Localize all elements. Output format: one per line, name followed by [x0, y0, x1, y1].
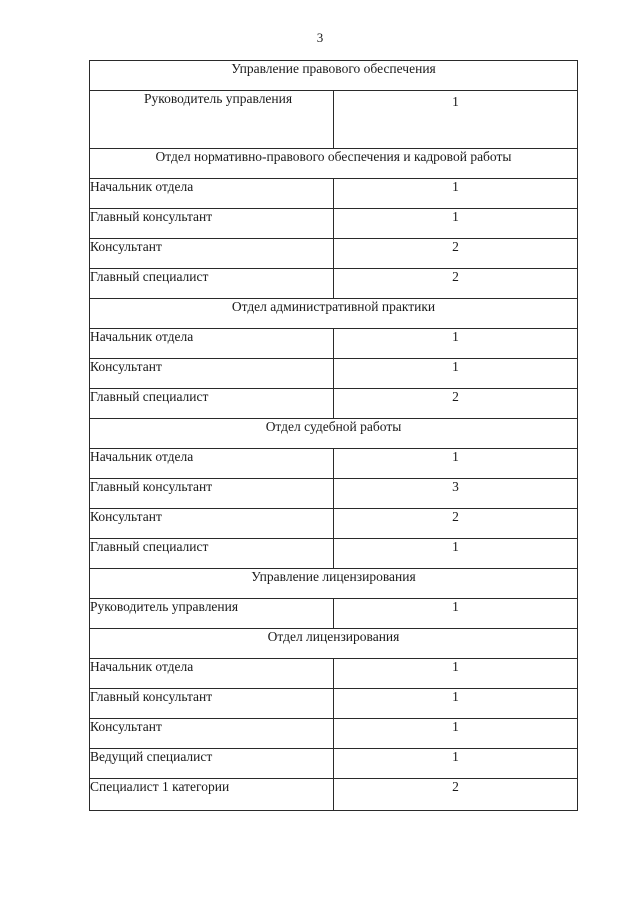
section-header-row [90, 629, 578, 659]
section-header-row [90, 299, 578, 329]
position-title: Главный специалист [90, 269, 334, 299]
position-row [90, 719, 578, 749]
section-header-row [90, 61, 578, 91]
position-title: Консультант [90, 719, 334, 749]
position-title: Главный специалист [90, 539, 334, 569]
position-row [90, 749, 578, 779]
position-count: 2 [334, 389, 578, 419]
position-title: Консультант [90, 239, 334, 269]
position-count: 2 [334, 269, 578, 299]
staffing-table-body [90, 61, 578, 811]
page-number: 3 [316, 30, 324, 45]
position-title: Начальник отдела [90, 449, 334, 479]
position-title: Руководитель управления [90, 91, 334, 149]
position-count: 1 [334, 209, 578, 239]
position-row [90, 479, 578, 509]
position-count: 1 [334, 359, 578, 389]
position-row [90, 449, 578, 479]
position-count: 1 [334, 689, 578, 719]
position-row [90, 509, 578, 539]
position-title: Главный специалист [90, 389, 334, 419]
position-title: Начальник отдела [90, 179, 334, 209]
position-title: Главный консультант [90, 209, 334, 239]
position-row [90, 91, 578, 149]
position-count: 1 [334, 539, 578, 569]
section-header-row [90, 419, 578, 449]
position-count: 1 [334, 329, 578, 359]
position-count: 1 [334, 719, 578, 749]
position-title: Начальник отдела [90, 659, 334, 689]
position-title: Специалист 1 категории [90, 779, 334, 811]
position-count: 1 [334, 749, 578, 779]
position-row [90, 779, 578, 811]
section-header-row [90, 149, 578, 179]
position-title: Консультант [90, 359, 334, 389]
position-count: 1 [334, 659, 578, 689]
position-title: Консультант [90, 509, 334, 539]
position-count: 2 [334, 509, 578, 539]
position-row [90, 599, 578, 629]
position-row [90, 539, 578, 569]
position-row [90, 359, 578, 389]
position-count: 1 [334, 599, 578, 629]
position-count: 2 [334, 239, 578, 269]
position-count: 1 [334, 179, 578, 209]
position-title: Главный консультант [90, 689, 334, 719]
position-count: 1 [334, 91, 578, 149]
position-row [90, 239, 578, 269]
section-title: Отдел судебной работы [90, 419, 578, 449]
position-row [90, 269, 578, 299]
section-title: Отдел нормативно-правового обеспечения и кадровой работы [90, 149, 578, 179]
section-title: Отдел лицензирования [90, 629, 578, 659]
position-title: Ведущий специалист [90, 749, 334, 779]
section-title: Управление лицензирования [90, 569, 578, 599]
section-title: Управление правового обеспечения [90, 61, 578, 91]
position-count: 2 [334, 779, 578, 811]
position-title: Главный консультант [90, 479, 334, 509]
position-count: 1 [334, 449, 578, 479]
position-title: Руководитель управления [90, 599, 334, 629]
position-count: 3 [334, 479, 578, 509]
section-header-row [90, 569, 578, 599]
position-row [90, 689, 578, 719]
position-row [90, 329, 578, 359]
position-title: Начальник отдела [90, 329, 334, 359]
staffing-table [89, 60, 578, 811]
position-row [90, 179, 578, 209]
position-row [90, 659, 578, 689]
position-row [90, 389, 578, 419]
position-row [90, 209, 578, 239]
section-title: Отдел административной практики [90, 299, 578, 329]
